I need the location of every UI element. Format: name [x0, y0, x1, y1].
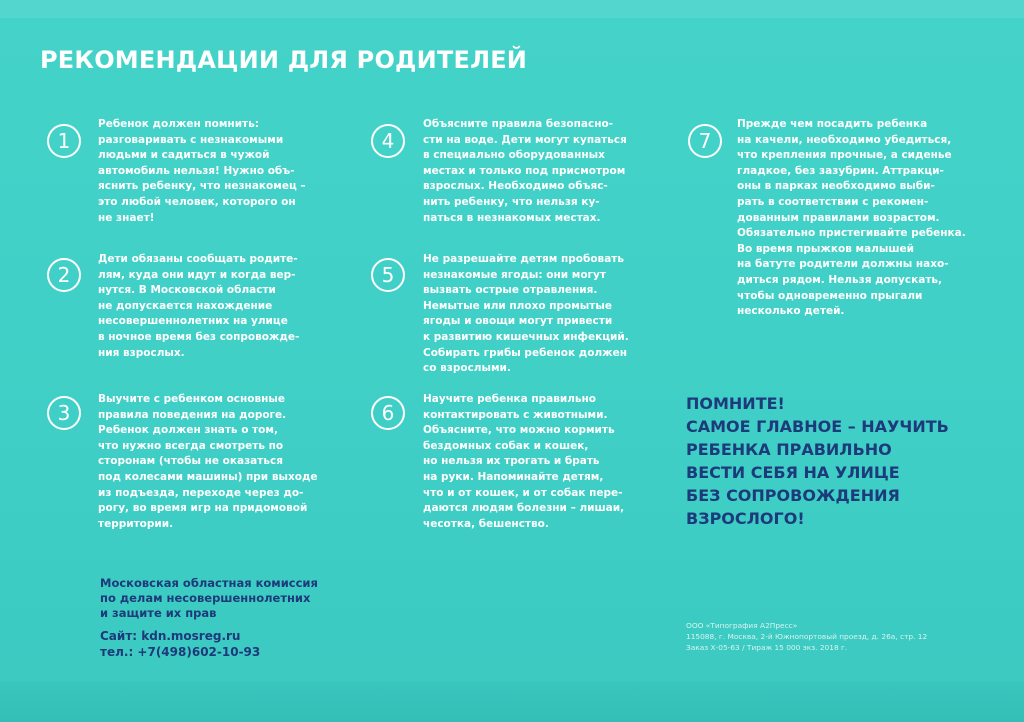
printing-imprint: ООО «Типография А2Пресс» 115088, г. Москва, 2-й Южнопортовый проезд, д. 26а, стр. 12 Заказ Х-05-63 / Тираж 15 000 экз. 2018 г. — [686, 621, 928, 652]
bottom-band — [0, 682, 1024, 722]
paper-fold — [0, 0, 1024, 18]
recommendation-3-text: Выучите с ребенком основные правила поведения на дороге. Ребенок должен знать о том, что нужно всегда смотреть по сторонам (чтобы не оказаться под колесами машины) при выходе из подъезда, переходе через до- рогу, во время игр на придомовой территории. — [98, 393, 318, 530]
recommendation-6-text: Научите ребенка правильно контактировать с животными. Объясните, что можно кормить бездомных собак и кошек, но нельзя их трогать и брать на руки. Напоминайте детям, что и от кошек, и от собак пере- даются людям болезни – лишаи, чесотка, бешенство. — [423, 393, 625, 530]
number-badge-3: 3 — [47, 396, 81, 430]
commission-name: Московская областная комиссия по делам несовершеннолетних и защите их прав — [100, 576, 318, 620]
recommendation-1-text: Ребенок должен помнить: разговаривать с незнакомыми людьми и садиться в чужой автомобиль нельзя! Нужно объ- яснить ребенку, что незнакомец – это любой человек, которого он не знает! — [98, 118, 306, 224]
remember-callout: ПОМНИТЕ! САМОЕ ГЛАВНОЕ – НАУЧИТЬ РЕБЕНКА ПРАВИЛЬНО ВЕСТИ СЕБЯ НА УЛИЦЕ БЕЗ СОПРОВОЖДЕНИЯ ВЗРОСЛОГО! — [686, 394, 949, 528]
number-badge-2: 2 — [47, 258, 81, 292]
recommendation-7-text: Прежде чем посадить ребенка на качели, необходимо убедиться, что крепления прочные, а сиденье гладкое, без зазубрин. Аттракци- оны в парках необходимо выби- рать в соответствии с рекомен- дованным правилами возрастом. Обязательно пристегивайте ребенка. Во время прыжков малышей на батуте родители должны нахо- диться рядом. Нельзя допускать, чтобы одновременно прыгали несколько детей. — [737, 118, 966, 318]
recommendation-5-text: Не разрешайте детям пробовать незнакомые ягоды: они могут вызвать острые отравления. Немытые или плохо промытые ягоды и овощи могут привести к развитию кишечных инфекций. Собирать грибы ребенок должен со взрослыми. — [423, 253, 629, 375]
contacts-block — [100, 628, 420, 660]
site-link[interactable]: Сайт: kdn.mosreg.ru — [100, 629, 241, 643]
recommendation-4-text: Объясните правила безопасно- сти на воде. Дети могут купаться в специально оборудованных местах и только под присмотром взрослых. Необходимо объяс- нить ребенку, что нельзя ку- паться в незнакомых местах. — [423, 118, 627, 224]
number-badge-7: 7 — [688, 124, 722, 158]
number-badge-6: 6 — [371, 396, 405, 430]
page-title: РЕКОМЕНДАЦИИ ДЛЯ РОДИТЕЛЕЙ — [40, 46, 528, 74]
phone-number: тел.: +7(498)602-10-93 — [100, 645, 261, 659]
recommendation-2-text: Дети обязаны сообщать родите- лям, куда они идут и когда вер- нутся. В Московской области не допускается нахождение несовершеннолетних на улице в ночное время без сопровожде- ния взрослых. — [98, 253, 300, 359]
number-badge-1: 1 — [47, 124, 81, 158]
number-badge-4: 4 — [371, 124, 405, 158]
number-badge-5: 5 — [371, 258, 405, 292]
